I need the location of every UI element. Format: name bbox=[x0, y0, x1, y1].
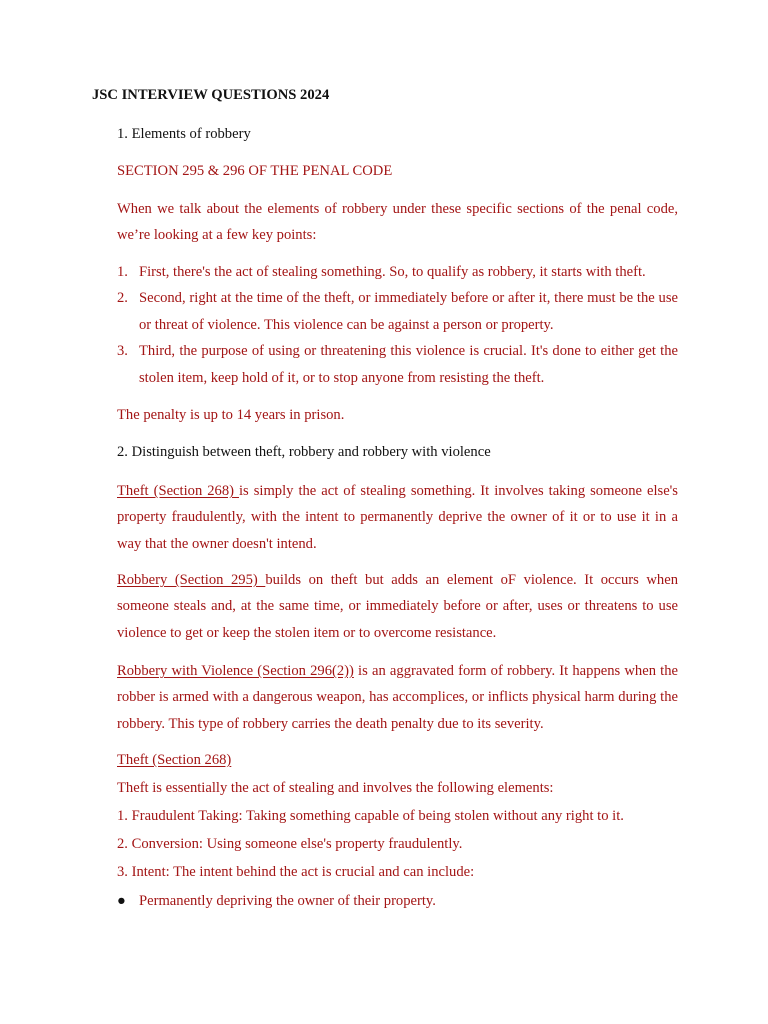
penalty-text: The penalty is up to 14 years in prison. bbox=[117, 407, 345, 423]
question-2-heading: 2. Distinguish between theft, robbery and robbery with violence bbox=[117, 444, 491, 460]
robbery-paragraph bbox=[117, 567, 678, 646]
robbery-with-violence-description: is an aggravated form of robbery. It happens when the robber is armed with a dangerous weapon, has accomplices, or inflicts physical harm during the robbery. This type of robbery carries the death penalty due to its severity. bbox=[117, 663, 678, 732]
theft-paragraph bbox=[117, 478, 678, 557]
bullet-list-item bbox=[117, 893, 436, 910]
list-number: 2. bbox=[117, 290, 128, 307]
robbery-label: Robbery (Section 295) bbox=[117, 572, 266, 588]
theft-section-heading: Theft (Section 268) bbox=[117, 752, 232, 768]
intro-paragraph: When we talk about the elements of robbery under these specific sections of the penal code, we’re looking at a few key points: bbox=[117, 201, 678, 244]
question-1-heading: 1. Elements of robbery bbox=[117, 126, 251, 142]
robbery-description: builds on theft but adds an element oF violence. It occurs when someone steals and, at the same time, or immediately before or after, uses or threatens to use violence to get or keep the stolen item or to overcome resistance. bbox=[117, 572, 678, 641]
list-item bbox=[117, 338, 678, 391]
bullet-text: Permanently depriving the owner of their property. bbox=[139, 893, 436, 909]
bullet-icon: ● bbox=[117, 893, 126, 909]
theft-element-3: 3. Intent: The intent behind the act is crucial and can include: bbox=[117, 864, 475, 880]
theft-description: is simply the act of stealing something. It involves taking someone else's property fraudulently, with the intent to permanently deprive the owner of it or to use it in a way that the owner doesn't intend. bbox=[117, 483, 678, 552]
theft-element-1: 1. Fraudulent Taking: Taking something capable of being stolen without any right to it. bbox=[117, 808, 624, 824]
list-item bbox=[117, 259, 678, 285]
list-number: 3. bbox=[117, 343, 128, 360]
list-text: Third, the purpose of using or threatening this violence is crucial. It's done to either get the stolen item, keep hold of it, or to stop anyone from resisting the theft. bbox=[139, 343, 678, 386]
list-text: Second, right at the time of the theft, or immediately before or after it, there must be the use or threat of violence. This violence can be against a person or property. bbox=[139, 290, 678, 333]
theft-label: Theft (Section 268) bbox=[117, 483, 239, 499]
section-heading: SECTION 295 & 296 OF THE PENAL CODE bbox=[117, 163, 393, 179]
theft-intro: Theft is essentially the act of stealing and involves the following elements: bbox=[117, 780, 554, 796]
list-item bbox=[117, 285, 678, 338]
elements-list bbox=[117, 259, 678, 391]
robbery-with-violence-paragraph bbox=[117, 658, 678, 737]
theft-element-2: 2. Conversion: Using someone else's property fraudulently. bbox=[117, 836, 463, 852]
list-text: First, there's the act of stealing something. So, to qualify as robbery, it starts with theft. bbox=[139, 264, 646, 280]
document-title: JSC INTERVIEW QUESTIONS 2024 bbox=[92, 87, 330, 103]
list-number: 1. bbox=[117, 264, 128, 280]
robbery-with-violence-label: Robbery with Violence (Section 296(2)) bbox=[117, 663, 354, 679]
